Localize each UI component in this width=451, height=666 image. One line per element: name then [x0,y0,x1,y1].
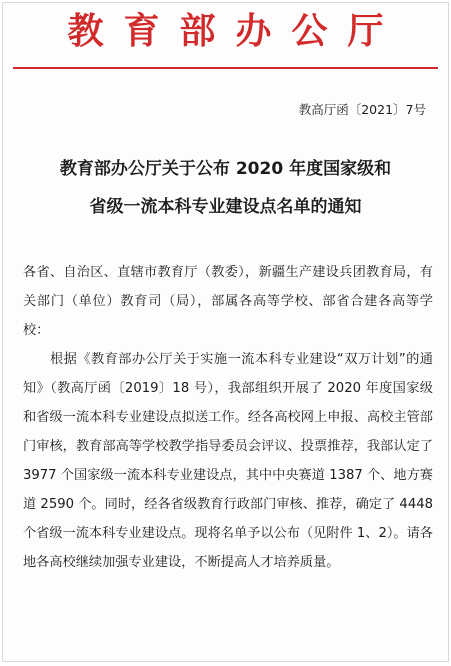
body-paragraph-1: 根据《教育部办公厅关于实施一流本科专业建设“双万计划”的通知》（教高厅函〔2019〕18 号），我部组织开展了 2020 年度国家级和省级一流本科专业建设点拟送工作。经各高校网上申报、高校主管部门审核，教育部高等学校教学指导委员会评议、投票推荐，我部认定了 3977 个国家级一流本科专业建设点，其中中央赛道 1387 个、地方赛道 2590 个。同时，经各省级教育行政部门审核、推荐，确定了 4448 个省级一流本科专业建设点。现将名单予以公布（见附件 1、2）。请各地各高校继续加强专业建设，不断提高人才培养质量。 [23,352,433,570]
header-red-rule [13,67,438,69]
addressee-paragraph: 各省、自治区、直辖市教育厅（教委），新疆生产建设兵团教育局，有关部门（单位）教育司（局），部属各高等学校、部省合建各高等学校： [23,265,433,338]
title-line-1: 教育部办公厅关于公布 2020 年度国家级和 [59,159,392,179]
title-line-2: 省级一流本科专业建设点名单的通知 [89,197,362,217]
org-header: 教育部办公厅 [67,10,404,52]
document-body [23,258,433,577]
document-number: 教高厅函〔2021〕7号 [298,102,426,117]
document-page [2,2,449,662]
